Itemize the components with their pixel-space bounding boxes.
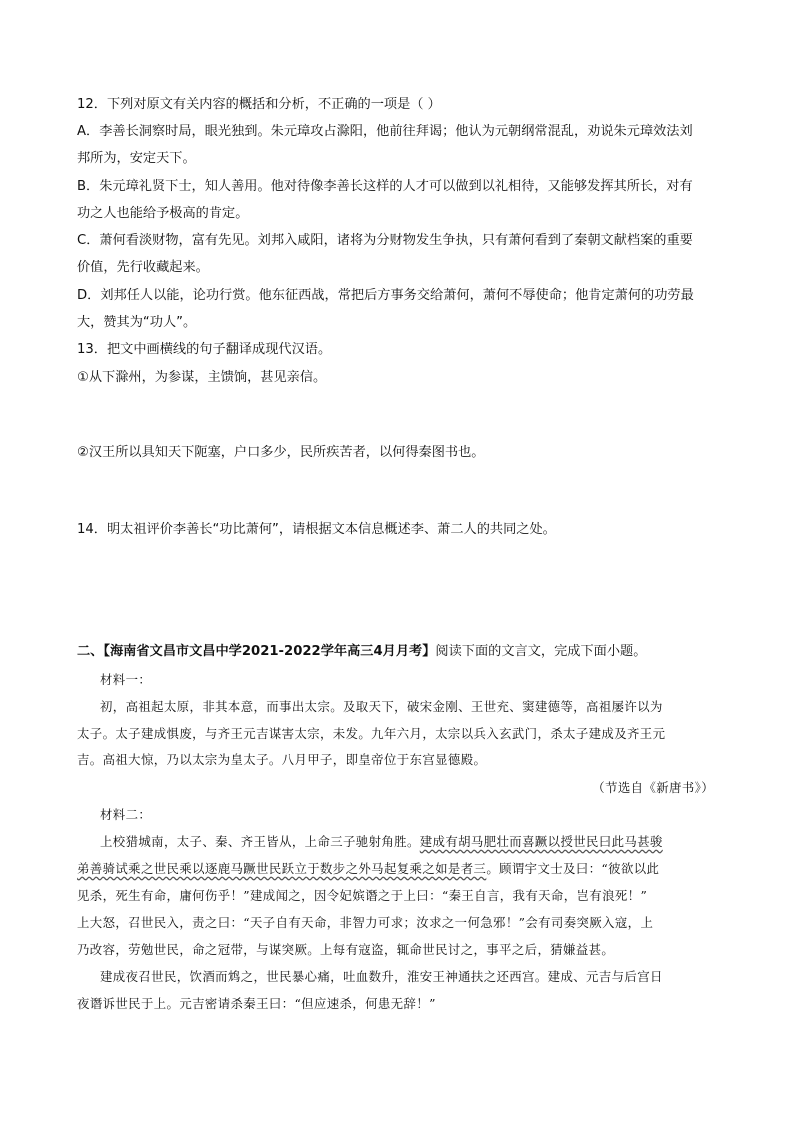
q12-option-a-line2: 邦所为，安定天下。 bbox=[77, 151, 196, 166]
material2-line2-text: 。顾谓宇文士及曰：“彼欲以此 bbox=[486, 861, 660, 876]
q13-sentence-2: ②汉王所以具知天下阨塞，户口多少，民所疾苦者，以何得秦图书也。 bbox=[77, 445, 485, 460]
q13-sentence-1: ①从下滁州，为参谋，主馈饷，甚见亲信。 bbox=[77, 370, 327, 385]
section2-source: 【海南省文昌市文昌中学2021-2022学年高三4月月考】 bbox=[103, 644, 436, 659]
section2-instruction: 阅读下面的文言文，完成下面小题。 bbox=[435, 644, 647, 659]
q13-stem: 13．把文中画横线的句子翻译成现代汉语。 bbox=[77, 342, 332, 357]
section2-heading bbox=[77, 643, 727, 661]
material2-line5: 乃改容，劳勉世民，命之冠带，与谋突厥。上每有寇盗，辄命世民讨之，事平之后，猜嫌益甚。 bbox=[77, 942, 615, 957]
q12-stem: 12．下列对原文有关内容的概括和分析，不正确的一项是（ ） bbox=[77, 97, 441, 112]
material2-underlined-sentence-part2: 弟善骑试乘之世民乘以逐鹿马蹶世民跃立于数步之外马起复乘之如是者三 bbox=[77, 861, 487, 876]
q12-option-a-line1: A．李善长洞察时局，眼光独到。朱元璋攻占滁阳，他前往拜谒；他认为元朝纲常混乱，劝说朱元璋效法刘 bbox=[77, 124, 693, 139]
material2-line1 bbox=[100, 833, 750, 851]
material1-para-line2: 太子。太子建成惧废，与齐王元吉谋害太宗，未发。九年六月，太宗以兵入玄武门，杀太子建成及齐王元 bbox=[77, 726, 666, 741]
material2-line2 bbox=[77, 860, 727, 878]
material2-line4: 上大怒，召世民入，责之曰：“天子自有天命，非智力可求；汝求之一何急邪！”会有司奏突厥入寇，上 bbox=[77, 915, 654, 930]
material2-title: 材料二： bbox=[100, 807, 152, 822]
section2-number: 二、 bbox=[77, 644, 104, 659]
q12-option-b-line2: 功之人也能给予极高的肯定。 bbox=[77, 206, 249, 221]
material1-source: （节选自《新唐书》） bbox=[592, 780, 714, 795]
q12-option-c-line2: 价值，先行收藏起来。 bbox=[77, 260, 209, 275]
q12-option-b-line1: B．朱元璋礼贤下士，知人善用。他对待像李善长这样的人才可以做到以礼相待，又能够发挥其所长，对有 bbox=[77, 179, 693, 194]
q12-option-d-line1: D．刘邦任人以能，论功行赏。他东征西战，常把后方事务交给萧何，萧何不辱使命；他肯定萧何的功劳最 bbox=[77, 288, 694, 303]
q12-option-d-line2: 大，赞其为“功人”。 bbox=[77, 315, 197, 330]
material2-underlined-sentence-part1: 建成有胡马肥壮而喜蹶以授世民曰此马甚骏 bbox=[419, 834, 663, 849]
material1-para-line3: 吉。高祖大惊，乃以太宗为皇太子。八月甲子，即皇帝位于东宫显德殿。 bbox=[77, 752, 487, 767]
material1-title: 材料一： bbox=[100, 672, 152, 687]
material1-para-line1: 初，高祖起太原，非其本意，而事出太宗。及取天下，破宋金刚、王世充、窦建德等，高祖屡许以为 bbox=[100, 699, 663, 714]
q14-stem: 14．明太祖评价李善长“功比萧何”，请根据文本信息概述李、萧二人的共同之处。 bbox=[77, 522, 556, 537]
material2-line1-text: 上校猎城南，太子、秦、齐王皆从，上命三子驰射角胜。 bbox=[100, 834, 420, 849]
material2-line7: 夜谮诉世民于上。元吉密请杀秦王曰：“但应速杀，何患无辞！” bbox=[77, 996, 436, 1011]
q12-option-c-line1: C．萧何看淡财物，富有先见。刘邦入咸阳，诸将为分财物发生争执，只有萧何看到了秦朝文献档案的重要 bbox=[77, 233, 693, 248]
material2-line6: 建成夜召世民，饮酒而鸩之，世民暴心痛，吐血数升，淮安王神通扶之还西宫。建成、元吉与后宫日 bbox=[100, 969, 663, 984]
material2-line3: 见杀，死生有命，庸何伤乎！”建成闻之，因令妃嫔谮之于上曰：“秦王自言，我有天命，岂有浪死！” bbox=[77, 888, 648, 903]
